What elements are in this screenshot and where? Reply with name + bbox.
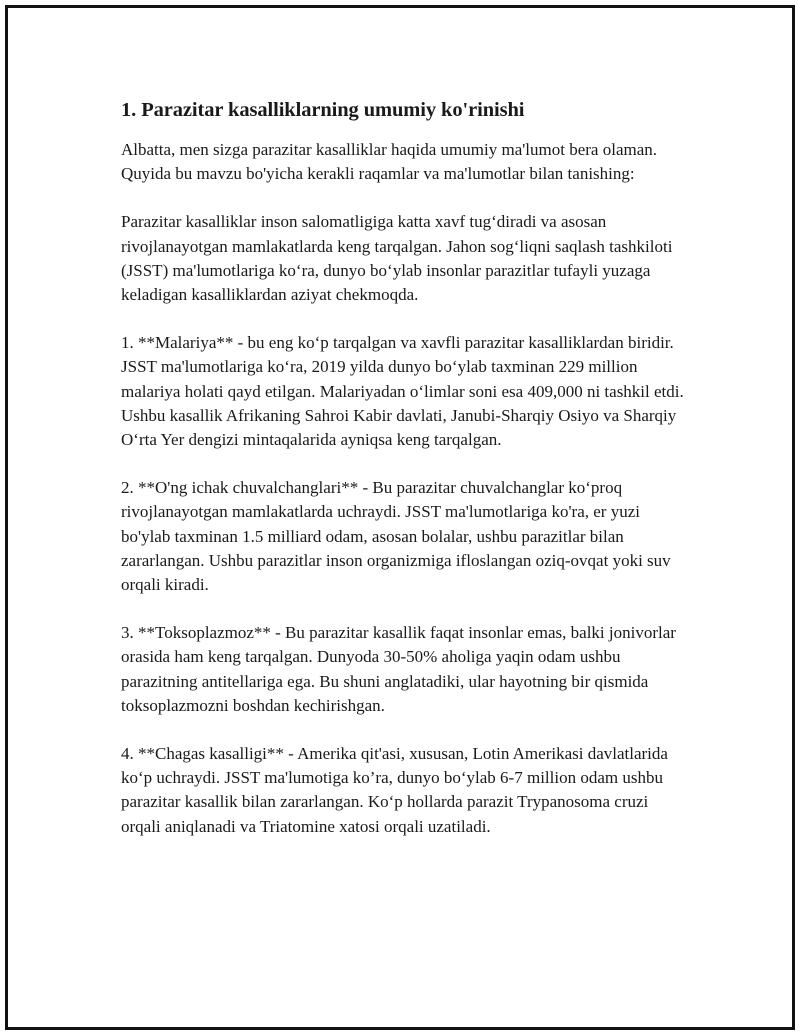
malaria-paragraph: 1. **Malariya** - bu eng koʻp tarqalgan va xavfli parazitar kasalliklardan biridir. JSST ma'lumotlariga koʻra, 2019 yilda dunyo boʻylab taxminan 229 million malariya holati qayd etilgan. Malariyadan oʻlimlar soni esa 409,000 ni tashkil etdi. Ushbu kasallik Afrikaning Sahroi Kabir davlati, Janubi-Sharqiy Osiyo va Sharqiy Oʻrta Yer dengizi mintaqalarida ayniqsa keng tarqalgan.	[121, 333, 684, 450]
document-title: 1. Parazitar kasalliklarning umumiy ko'rinishi	[121, 99, 525, 121]
intestinal-worms-paragraph: 2. **O'ng ichak chuvalchanglari** - Bu parazitar chuvalchanglar koʻproq rivojlanayotgan mamlakatlarda uchraydi. JSST ma'lumotlariga ko'ra, er yuzi bo'ylab taxminan 1.5 milliard odam, asosan bolalar, ushbu parazitlar bilan zararlangan. Ushbu parazitlar inson organizmiga ifloslangan oziq-ovqat yoki suv orqali kiradi.	[121, 478, 671, 595]
overview-paragraph: Parazitar kasalliklar inson salomatligiga katta xavf tugʻdiradi va asosan rivojlanayotgan mamlakatlarda keng tarqalgan. Jahon sogʻliqni saqlash tashkiloti (JSST) ma'lumotlariga koʻra, dunyo boʻylab insonlar parazitlar tufayli yuzaga keladigan kasalliklardan aziyat chekmoqda.	[121, 212, 673, 305]
intro-paragraph: Albatta, men sizga parazitar kasalliklar haqida umumiy ma'lumot bera olaman. Quyida bu mavzu bo'yicha kerakli raqamlar va ma'lumotlar bilan tanishing:	[121, 140, 658, 184]
toxoplasmosis-paragraph: 3. **Toksoplazmoz** - Bu parazitar kasallik faqat insonlar emas, balki jonivorlar orasida ham keng tarqalgan. Dunyoda 30-50% aholiga yaqin odam ushbu parazitning antitellariga ega. Bu shuni anglatadiki, ular hayotning bir qismida toksoplazmozni boshdan kechirishgan.	[121, 623, 676, 715]
document-body	[121, 96, 691, 863]
chagas-paragraph: 4. **Chagas kasalligi** - Amerika qit'asi, xususan, Lotin Amerikasi davlatlarida koʻp uchraydi. JSST ma'lumotiga ko’ra, dunyo boʻylab 6-7 million odam ushbu parazitar kasallik bilan zararlangan. Koʻp hollarda parazit Trypanosoma cruzi orqali aniqlanadi va Triatomine xatosi orqali uzatiladi.	[121, 744, 668, 836]
page-border	[5, 5, 795, 1030]
